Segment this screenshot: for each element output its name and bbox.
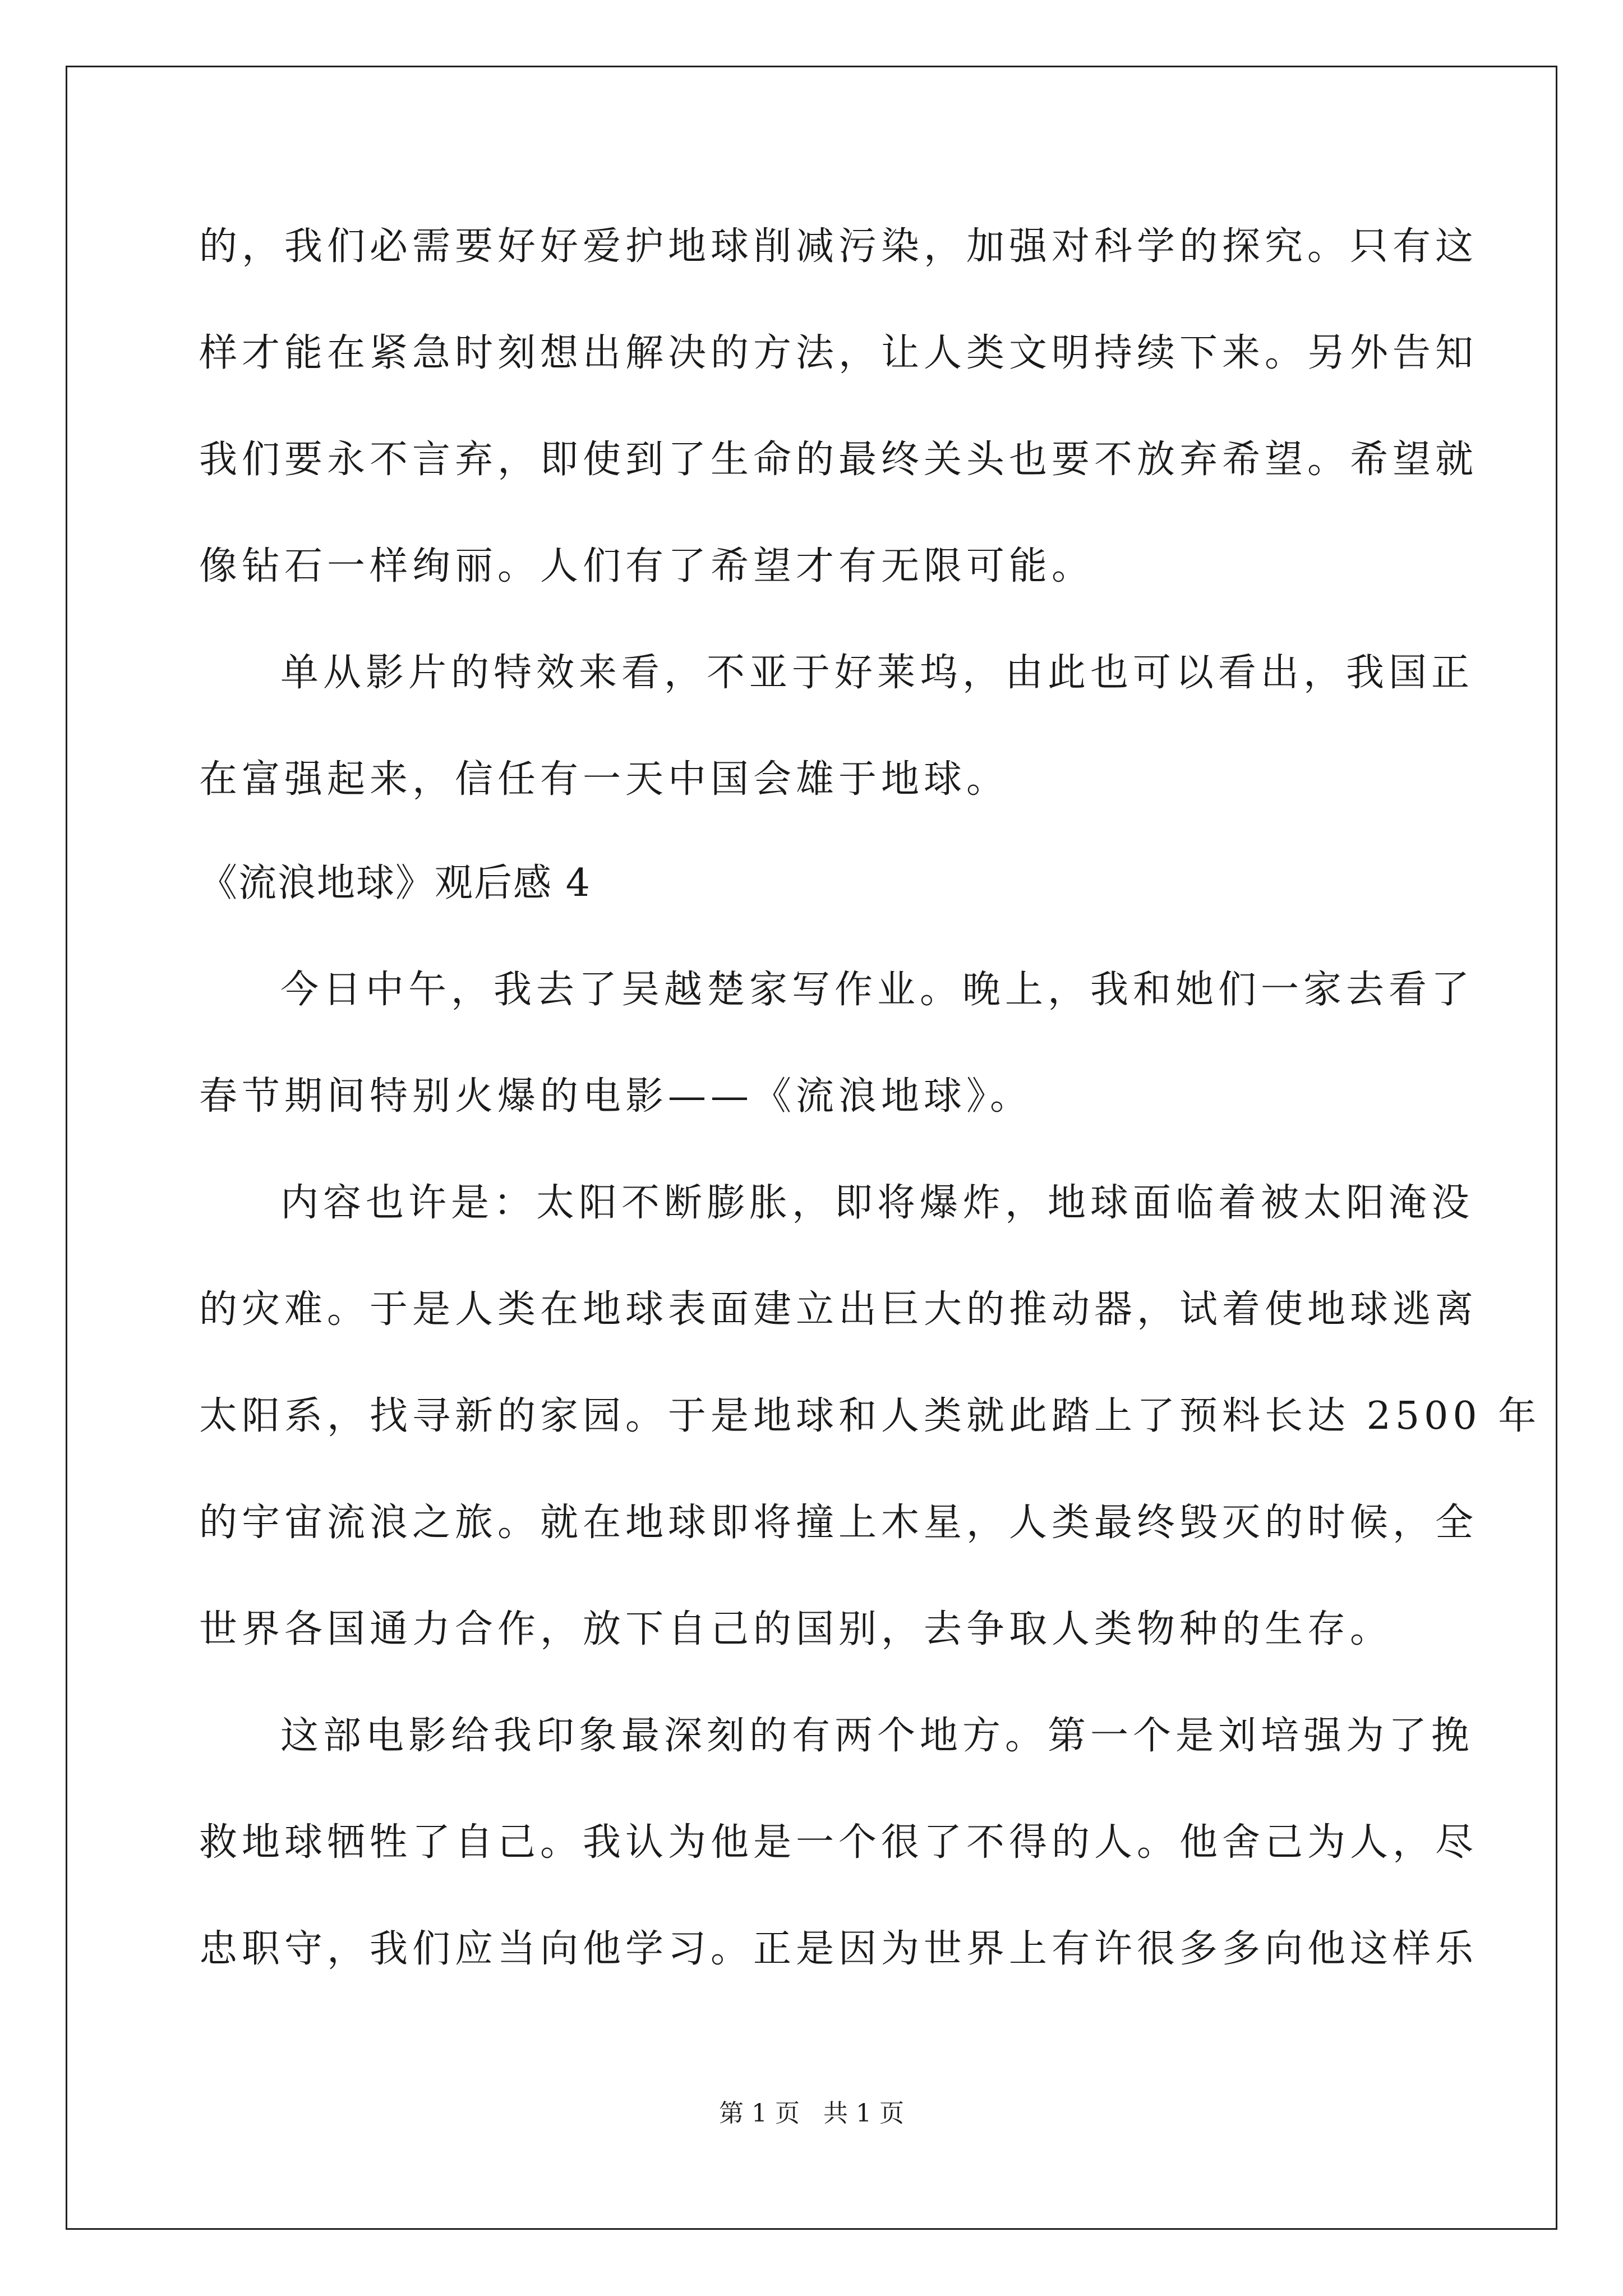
paragraph-start-line: 单从影片的特效来看，不亚于好莱坞，由此也可以看出，我国正 xyxy=(280,651,1474,695)
text-line: 的灾难。于是人类在地球表面建立出巨大的推动器，试着使地球逃离 xyxy=(199,1287,1478,1332)
page-number-footer: 第 1 页 共 1 页 xyxy=(719,2099,904,2128)
paragraph-start-line: 今日中午，我去了吴越楚家写作业。晚上，我和她们一家去看了 xyxy=(280,968,1474,1012)
paragraph-start-line: 这部电影给我印象最深刻的有两个地方。第一个是刘培强为了挽 xyxy=(280,1714,1474,1758)
text-line: 世界各国通力合作，放下自己的国别，去争取人类物种的生存。 xyxy=(199,1607,1393,1651)
text-line: 在富强起来，信任有一天中国会雄于地球。 xyxy=(199,757,1009,802)
text-line: 样才能在紧急时刻想出解决的方法，让人类文明持续下来。另外告知 xyxy=(199,331,1478,375)
text-line: 我们要永不言弃，即使到了生命的最终关头也要不放弃希望。希望就 xyxy=(199,438,1478,482)
paragraph-start-line: 内容也许是：太阳不断膨胀，即将爆炸，地球面临着被太阳淹没 xyxy=(280,1181,1474,1225)
text-line: 像钻石一样绚丽。人们有了希望才有无限可能。 xyxy=(199,544,1095,588)
text-line: 救地球牺牲了自己。我认为他是一个很了不得的人。他舍己为人，尽 xyxy=(199,1820,1478,1865)
text-line: 忠职守，我们应当向他学习。正是因为世界上有许很多多向他这样乐 xyxy=(199,1927,1478,1971)
section-heading: 《流浪地球》观后感 4 xyxy=(199,861,591,905)
page-border xyxy=(66,66,1557,2230)
text-line: 春节期间特别火爆的电影——《流浪地球》。 xyxy=(199,1074,1033,1119)
text-line: 的，我们必需要好好爱护地球削减污染，加强对科学的探究。只有这 xyxy=(199,224,1478,269)
text-line: 的宇宙流浪之旅。就在地球即将撞上木星，人类最终毁灭的时候，全 xyxy=(199,1501,1478,1545)
text-line: 太阳系，找寻新的家园。于是地球和人类就此踏上了预料长达 2500 年 xyxy=(199,1394,1541,1438)
